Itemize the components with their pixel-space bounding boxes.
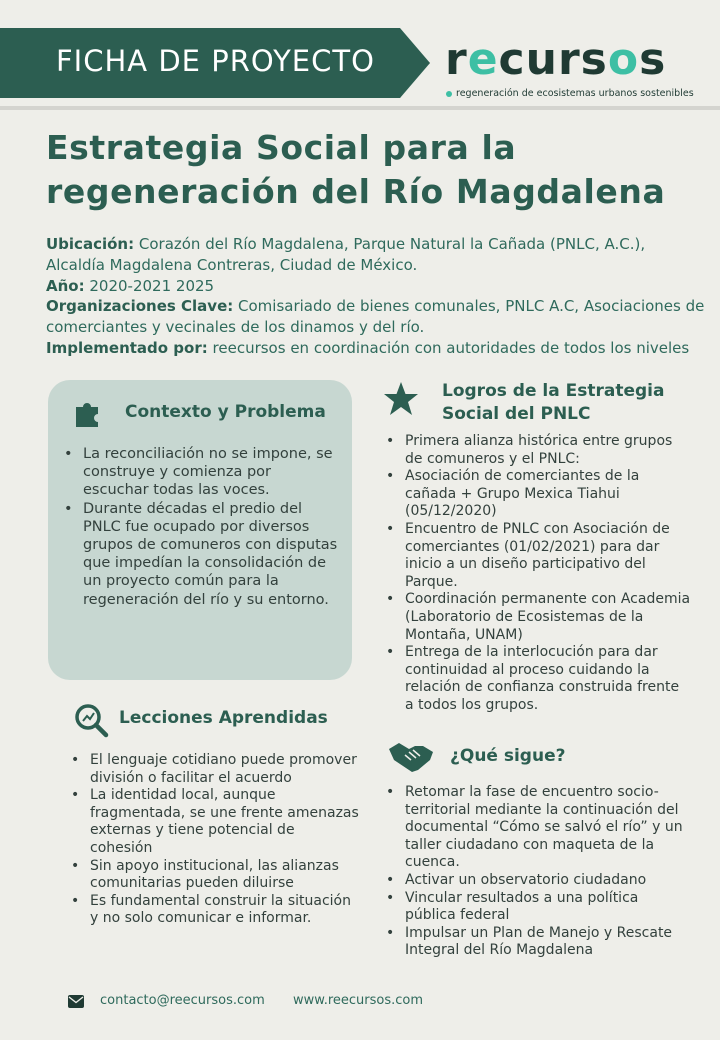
contact-email-link[interactable]: contacto@reecursos.com <box>100 993 265 1008</box>
list-item: • Entrega de la interlocución para dar continuidad al proceso cuidando la relación de confianza construida frente a todos los grupos. <box>386 644 691 714</box>
list-item: • Retomar la fase de encuentro socio-territorial mediante la continuación del documental “Cómo se salvó el río” y un taller ciudadano con maqueta de la cuenca. <box>386 784 691 872</box>
logo-tagline: regeneración de ecosistemas urbanos sostenibles <box>446 88 694 99</box>
header-divider <box>0 106 720 110</box>
list-item: • Encuentro de PNLC con Asociación de comerciantes (01/02/2021) para dar inicio a un diseño participativo del Parque. <box>386 521 691 591</box>
meta-organizations: Organizaciones Clave: Comisariado de bienes comunales, PNLC A.C, Asociaciones de comerciantes y vecinales de los dinamos y del río. <box>46 297 705 337</box>
handshake-icon <box>387 739 435 773</box>
context-list <box>64 445 338 609</box>
logo-wordmark: recursos <box>445 34 667 85</box>
list-item: • Durante décadas el predio del PNLC fue ocupado por diversos grupos de comuneros con disputas que impedían la consolidación de un proyecto común para la regeneración del río y su entorno. <box>64 500 338 609</box>
next-title: ¿Qué sigue? <box>450 746 566 766</box>
list-item: • Asociación de comerciantes de la cañada + Grupo Mexica Tiahui (05/12/2020) <box>386 468 691 521</box>
puzzle-icon <box>72 395 106 429</box>
website-link[interactable]: www.reecursos.com <box>293 993 424 1008</box>
meta-implemented-by: Implementado por: reecursos en coordinación con autoridades de todos los niveles <box>46 338 690 357</box>
tagline-dot-icon <box>446 91 452 97</box>
meta-location: Ubicación: Corazón del Río Magdalena, Parque Natural la Cañada (PNLC, A.C.), Alcaldía Magdalena Contreras, Ciudad de México. <box>46 235 646 274</box>
envelope-icon <box>68 995 84 1008</box>
achievements-list <box>386 433 691 715</box>
list-item: • El lenguaje cotidiano puede promover división o facilitar el acuerdo <box>71 752 361 787</box>
project-title: Estrategia Social para la regeneración del Río Magdalena <box>46 128 666 211</box>
list-item: • Vincular resultados a una política pública federal <box>386 890 691 925</box>
header-title: FICHA DE PROYECTO <box>56 44 375 78</box>
list-item: • Sin apoyo institucional, las alianzas comunitarias pueden diluirse <box>71 858 361 893</box>
achievements-title: Logros de la Estrategia Social del PNLC <box>442 381 665 424</box>
meta-year: Año: 2020-2021 2025 <box>46 276 215 295</box>
list-item: • Es fundamental construir la situación y no solo comunicar e informar. <box>71 893 361 928</box>
context-title: Contexto y Problema <box>125 402 326 422</box>
lessons-list <box>71 752 361 928</box>
list-item: • Impulsar un Plan de Manejo y Rescate Integral del Río Magdalena <box>386 925 691 960</box>
list-item: • La identidad local, aunque fragmentada, se une frente amenazas externas y tiene potencial de cohesión <box>71 787 361 857</box>
lessons-title: Lecciones Aprendidas <box>119 708 328 728</box>
list-item: • Coordinación permanente con Academia (Laboratorio de Ecosistemas de la Montaña, UNAM) <box>386 591 691 644</box>
project-meta <box>46 234 706 359</box>
brand-logo <box>440 28 720 104</box>
star-icon <box>383 381 419 417</box>
list-item: • Activar un observatorio ciudadano <box>386 872 691 890</box>
next-list <box>386 784 691 960</box>
magnifier-icon <box>73 702 109 738</box>
list-item: • Primera alianza histórica entre grupos de comuneros y el PNLC: <box>386 433 691 468</box>
list-item: • La reconciliación no se impone, se construye y comienza por escuchar todas las voces. <box>64 445 338 500</box>
